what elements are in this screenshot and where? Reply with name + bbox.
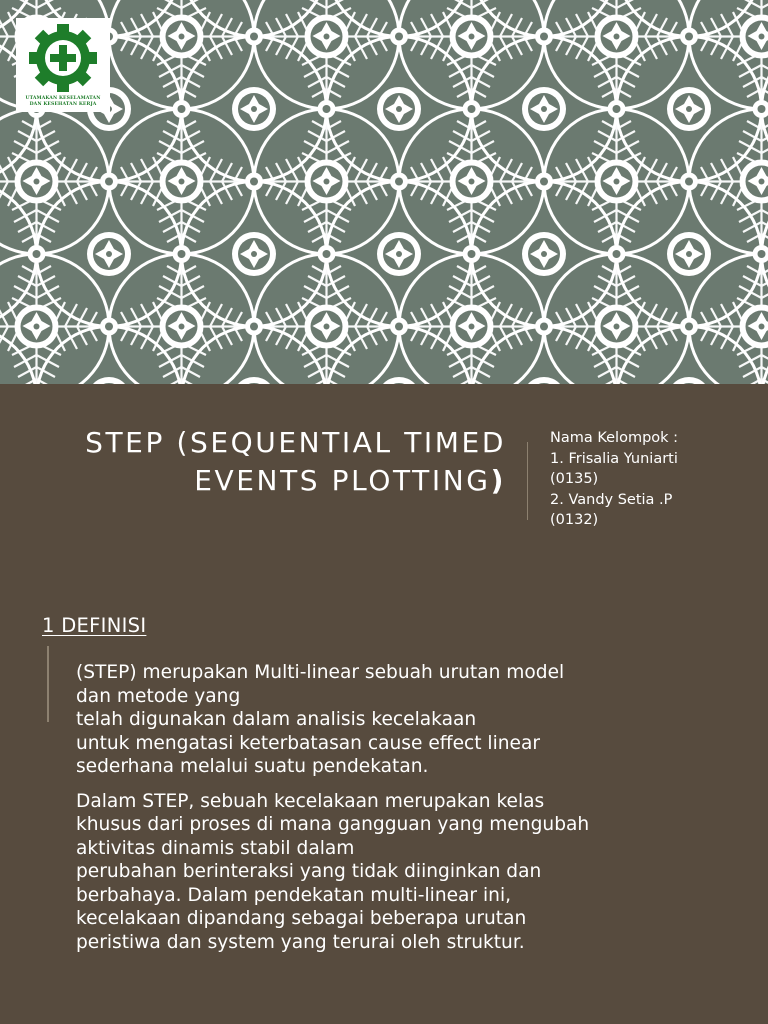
logo-caption-line2: DAN KESEHATAN KERJA: [29, 102, 97, 107]
title-divider: [527, 442, 528, 520]
batik-pattern-image: [0, 0, 768, 384]
group-heading: Nama Kelompok :: [550, 430, 679, 446]
paragraph-1-line: untuk mengatasi keterbatasan cause effect linear: [76, 732, 541, 754]
section-heading: 1 DEFINISI: [42, 614, 147, 637]
logo-caption-line1: UTAMAKAN KESELAMATAN: [25, 96, 101, 101]
slide-title: [26, 424, 506, 500]
member1-id: (0135): [550, 471, 599, 487]
member1-name: 1. Frisalia Yuniarti: [550, 450, 678, 467]
paragraph-2: [76, 790, 716, 955]
member2-name: 2. Vandy Setia .P: [550, 491, 673, 508]
k3-logo: [16, 18, 110, 112]
paragraph-2-line: berbahaya. Dalam pendekatan multi-linear ini,: [76, 884, 512, 906]
paragraph-1-line: sederhana melalui suatu pendekatan.: [76, 756, 429, 777]
title-line1: STEP (SEQUENTIAL TIMED: [85, 426, 506, 459]
title-line2: [26, 462, 506, 500]
paragraph-1: [76, 661, 716, 779]
title-closing-paren: ): [490, 464, 506, 497]
paragraph-2-line: kecelakaan dipandang sebagai beberapa urutan: [76, 908, 527, 929]
gear-cross-icon: [25, 22, 101, 94]
definition-body: [76, 661, 716, 965]
accent-bar: [47, 646, 49, 722]
paragraph-1-line: telah digunakan dalam analisis kecelakaan: [76, 709, 477, 730]
paragraph-2-line: peristiwa dan system yang terurai oleh struktur.: [76, 931, 525, 953]
paragraph-2-line: khusus dari proses di mana gangguan yang mengubah: [76, 814, 590, 835]
paragraph-1-line: (STEP) merupakan Multi-linear sebuah urutan model: [76, 662, 565, 683]
paragraph-1-line: dan metode yang: [76, 685, 241, 707]
paragraph-2-line: perubahan berinteraksi yang tidak diinginkan dan: [76, 861, 542, 882]
paragraph-2-line: aktivitas dinamis stabil dalam: [76, 837, 355, 859]
member2-id: (0132): [550, 512, 599, 528]
paragraph-2-line: Dalam STEP, sebuah kecelakaan merupakan kelas: [76, 790, 545, 812]
group-members: [550, 428, 760, 531]
batik-pattern-banner: [0, 0, 768, 384]
logo-caption: [18, 96, 108, 108]
title-line2-text: EVENTS PLOTTING: [194, 464, 491, 497]
